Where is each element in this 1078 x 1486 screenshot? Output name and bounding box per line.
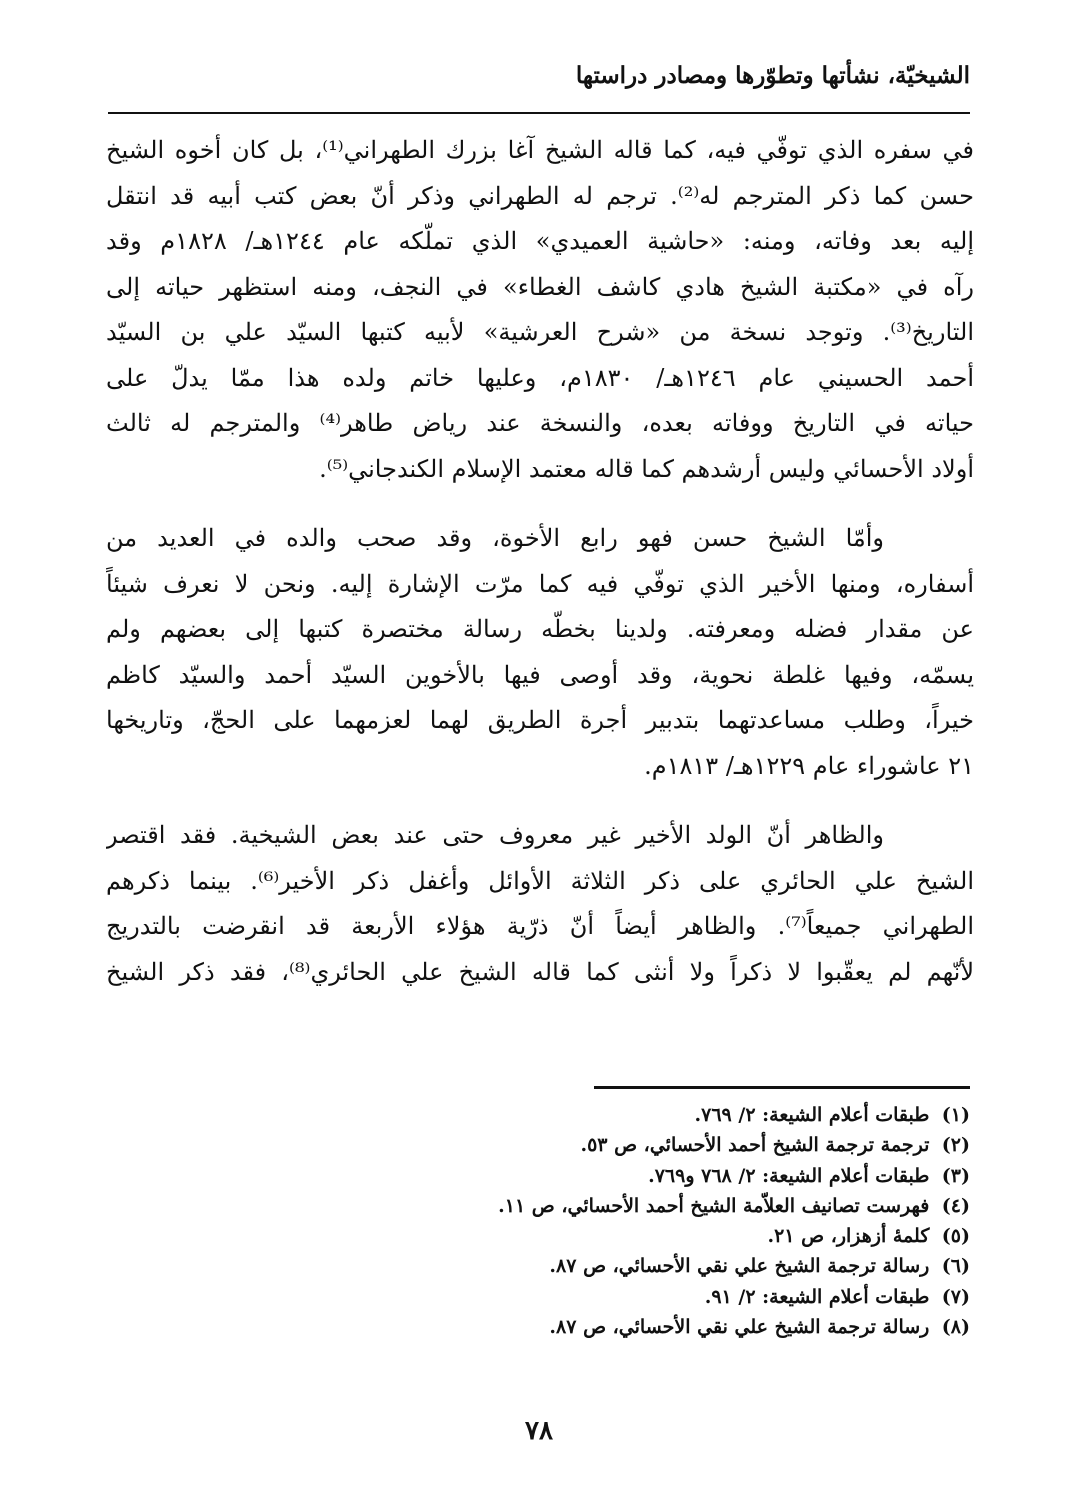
text-line: لأنّهم لم يعقّبوا لا ذكراً ولا أنثى كما قاله الشيخ علي الحائري⁽⁸⁾، فقد ذكر الشيخ [106,957,974,986]
footnote [370,1130,970,1160]
footnote [370,1100,970,1130]
footnote-text: طبقات أعلام الشيعة: ٢/ ٧٦٩. [694,1104,930,1126]
footnote-number: (٨) [941,1316,970,1339]
footnote-text: ترجمة ترجمة الشيخ أحمد الأحسائي، ص ٥٣. [580,1134,930,1157]
text-line: ٢١ عاشوراء عام ١٢٢٩هـ/ ١٨١٣م. [644,751,974,780]
footnote-number: (١) [941,1104,970,1126]
header-rule [108,112,970,114]
footnote-text: طبقات أعلام الشيعة: ٢/ ٩١. [704,1285,930,1308]
footnote-text: كلمهٔ أزهزار، ص ٢١. [767,1225,930,1248]
footnote [370,1312,970,1342]
text-line: الشيخ علي الحائري على ذكر الثلاثة الأوائل وأغفل ذكر الأخير⁽⁶⁾. بينما ذكرهم [106,866,974,895]
running-title: الشيخيّة، نشأتها وتطوّرها ومصادر دراستها [575,62,970,89]
footnote-number: (٦) [941,1255,970,1278]
footnote-number: (٧) [941,1285,970,1308]
footnote-text: فهرست تصانيف العلاّمة الشيخ أحمد الأحسائي، ص ١١. [498,1194,930,1217]
text-line: التاريخ⁽³⁾. وتوجد نسخة من «شرح العرشية» لأبيه كتبها السيّد علي بن السيّد [106,318,974,346]
footnote [370,1191,970,1221]
text-line: يسمّه، وفيها غلطة نحوية، وقد أوصى فيها بالأخوين السيّد أحمد والسيّد كاظم [106,660,974,689]
footnote-number: (٢) [941,1134,970,1157]
footnote-rule [594,1086,970,1089]
text-line: رآه في «مكتبة الشيخ هادي كاشف الغطاء» في النجف، ومنه استظهر حياته إلى [106,272,974,301]
footnotes [370,1100,970,1342]
text-line: عن مقدار فضله ومعرفته. ولدينا بخطّه رسالة مختصرة كتبها إلى بعضهم ولم [106,615,974,643]
text-line: إليه بعد وفاته، ومنه: «حاشية العميدي» الذي تملّكه عام ١٢٤٤هـ/ ١٨٢٨م وقد [106,227,974,255]
text-line: الطهراني جميعاً⁽⁷⁾. والظاهر أيضاً أنّ ذرّية هؤلاء الأربعة قد انقرضت بالتدريج [106,912,974,940]
text-line: حياته في التاريخ ووفاته بعده، والنسخة عند رياض طاهر⁽⁴⁾ والمترجم له ثالث [106,409,974,437]
footnote-text: رسالة ترجمة الشيخ علي نقي الأحسائي، ص ٨٧. [549,1255,930,1278]
text-line: أحمد الحسيني عام ١٢٤٦هـ/ ١٨٣٠م، وعليها خاتم ولده هذا ممّا يدلّ على [106,363,974,392]
paragraph-2 [106,516,974,789]
footnote-number: (٣) [941,1164,970,1187]
text-line: وأمّا الشيخ حسن فهو رابع الأخوة، وقد صحب والده في العديد من [106,524,884,552]
footnote [370,1251,970,1281]
footnote [370,1221,970,1251]
footnote-text: رسالة ترجمة الشيخ علي نقي الأحسائي، ص ٨٧. [549,1316,930,1339]
text-line: والظاهر أنّ الولد الأخير غير معروف حتى عند بعض الشيخية. فقد اقتصر [106,821,884,849]
text-line: أسفاره، ومنها الأخير الذي توفّي فيه كما مرّت الإشارة إليه. ونحن لا نعرف شيئاً [106,569,974,598]
footnote [370,1161,970,1191]
main-text [106,128,974,1019]
paragraph-1 [106,128,974,492]
text-line: حسن كما ذكر المترجم له⁽²⁾. ترجم له الطهراني وذكر أنّ بعض كتب أبيه قد انتقل [106,181,974,210]
text-line: أولاد الأحسائي وليس أرشدهم كما قاله معتمد الإسلام الكندجاني⁽⁵⁾. [319,454,974,483]
footnote-number: (٤) [941,1194,970,1217]
text-line: في سفره الذي توفّي فيه، كما قاله الشيخ آغا بزرك الطهراني⁽¹⁾، بل كان أخوه الشيخ [106,136,974,164]
text-line: خيراً، وطلب مساعدتهما بتدبير أجرة الطريق لهما لعزمهما على الحجّ، وتاريخها [106,706,974,734]
footnote [370,1282,970,1312]
footnote-number: (٥) [941,1225,970,1248]
page-number: ٧٨ [525,1416,553,1446]
footnote-text: طبقات أعلام الشيعة: ٢/ ٧٦٨ و٧٦٩. [648,1164,930,1187]
paragraph-3 [106,813,974,995]
